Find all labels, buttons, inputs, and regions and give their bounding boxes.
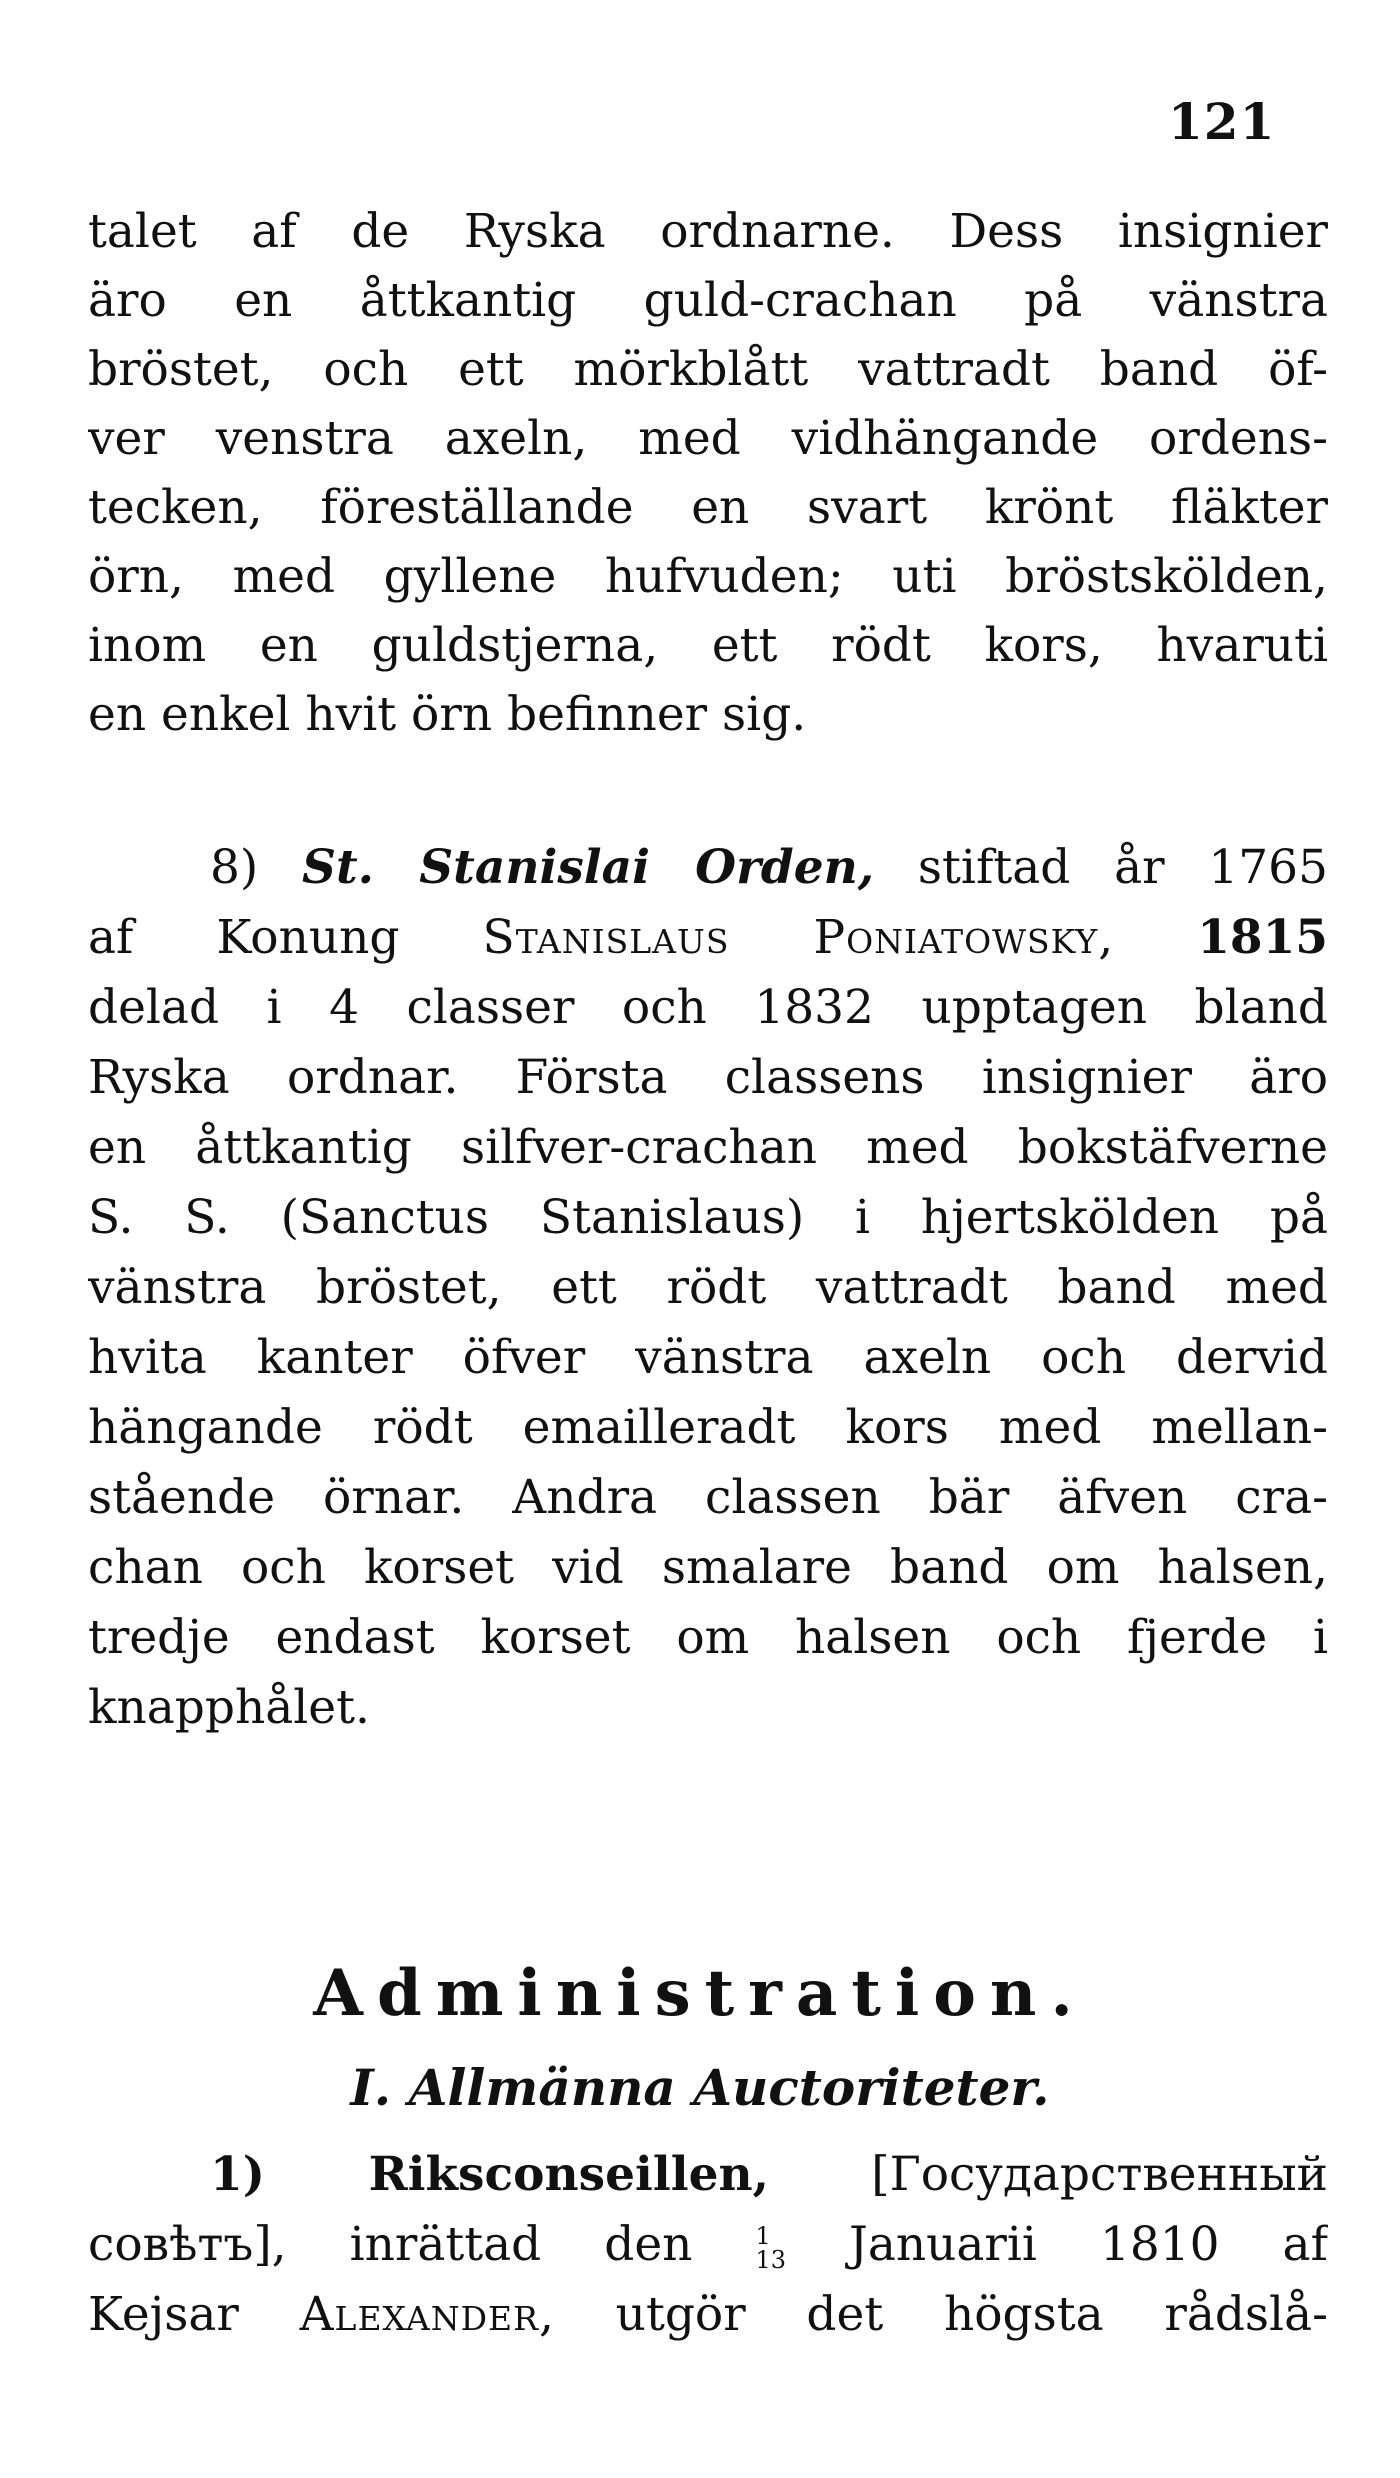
year: 1815 — [1197, 910, 1328, 965]
order-number: 8) — [210, 840, 259, 895]
section-subheading: I. Allmänna Auctoriteter. — [350, 2058, 1050, 2117]
text-line: ver venstra axeln, med vidhängande ordens- — [88, 411, 1328, 466]
text-line: inom en guldstjerna, ett rödt kors, hvaruti — [88, 618, 1328, 673]
text-line: en åttkantig silfver-crachan med bokstäfverne — [88, 1120, 1328, 1175]
text-line: stående örnar. Andra classen bär äfven cra- — [88, 1470, 1328, 1525]
order-title: St. Stanislai Orden, — [302, 840, 875, 895]
text-fragment: Januarii 1810 af — [849, 2217, 1328, 2272]
text-fragment: 1) Riksconseillen, — [210, 2147, 770, 2202]
text-line — [88, 2285, 1328, 2345]
text-line: tredje endast korset om halsen och fjerde i — [88, 1610, 1328, 1665]
text-line: delad i 4 classer och 1832 upptagen bland — [88, 980, 1328, 1035]
text-line: äro en åttkantig guld-crachan på vänstra — [88, 273, 1328, 328]
person-name: Stanislaus Poniatowsky, — [482, 910, 1115, 965]
russian-name: [Государственный — [871, 2147, 1328, 2202]
text-line — [210, 2145, 1328, 2205]
text-line: vänstra bröstet, ett rödt vattradt band med — [88, 1260, 1328, 1315]
text-line: S. S. (Sanctus Stanislaus) i hjertskölden på — [88, 1190, 1328, 1245]
fraction-numerator: 1 — [755, 2222, 771, 2250]
text-line: chan och korset vid smalare band om halsen, — [88, 1540, 1328, 1595]
text-line: hängande rödt emailleradt kors med mellan- — [88, 1400, 1328, 1455]
page-number: 121 — [1168, 92, 1276, 151]
text-line: en enkel hvit örn befinner sig. — [88, 687, 807, 742]
date-fraction — [755, 2224, 786, 2272]
order-founded: stiftad år 1765 — [917, 840, 1328, 895]
text-line: Ryska ordnar. Första classens insignier äro — [88, 1050, 1328, 1105]
text-fragment: Kejsar — [88, 2287, 239, 2342]
text-line — [88, 2215, 1328, 2275]
order-heading-line — [210, 838, 1328, 898]
fraction-denominator: 13 — [755, 2246, 786, 2274]
russian-name-cont: совѣтъ], inrättad den — [88, 2217, 693, 2272]
text-line: örn, med gyllene hufvuden; uti bröstskölden, — [88, 549, 1328, 604]
text-fragment: utgör det högsta rådslå- — [615, 2287, 1328, 2342]
text-line: bröstet, och ett mörkblått vattradt band öf- — [88, 342, 1328, 397]
section-heading: Administration. — [313, 1956, 1087, 2031]
text-line: hvita kanter öfver vänstra axeln och dervid — [88, 1330, 1328, 1385]
text-line — [88, 908, 1328, 968]
text-line: knapphålet. — [88, 1680, 370, 1735]
text-fragment: af Konung — [88, 910, 400, 965]
text-line: talet af de Ryska ordnarne. Dess insignier — [88, 204, 1328, 259]
person-name: Alexander, — [299, 2287, 555, 2342]
text-line: tecken, föreställande en svart krönt fläkter — [88, 480, 1328, 535]
